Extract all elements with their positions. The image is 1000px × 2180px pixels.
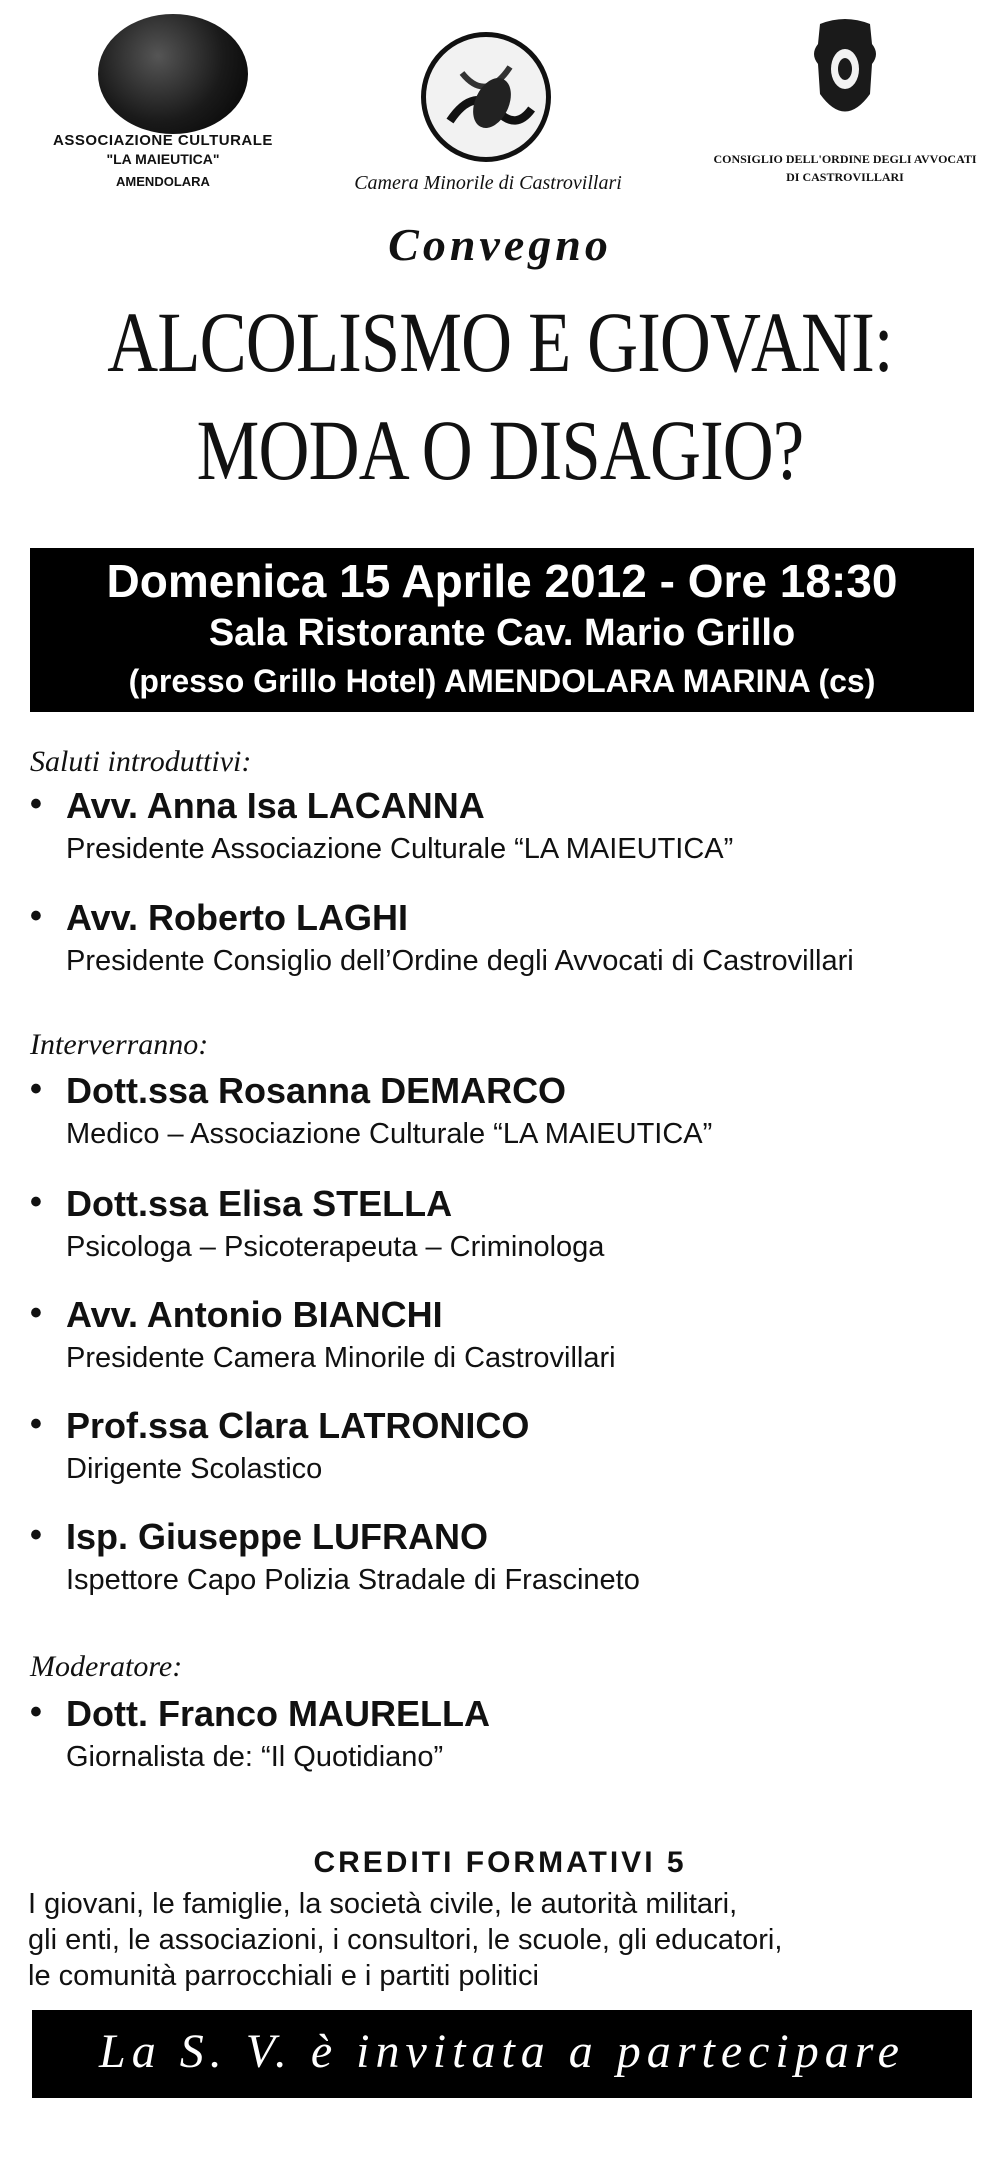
audience-line2: gli enti, le associazioni, i consultori, le scuole, gli educatori,	[28, 1924, 783, 1956]
circular-emblem-icon	[421, 32, 551, 162]
bullet-icon: •	[30, 1693, 42, 1731]
invite-text: La S. V. è invitata a partecipare	[99, 2025, 905, 2078]
audience-line3: le comunità parrocchiali e i partiti politici	[28, 1960, 539, 1992]
moderatore-heading: Moderatore:	[30, 1650, 183, 1683]
speaker-role: Presidente Associazione Culturale “LA MAIEUTICA”	[66, 833, 734, 865]
speaker-role: Ispettore Capo Polizia Stradale di Frascineto	[66, 1564, 640, 1596]
speaker-name: Dott. Franco MAURELLA	[66, 1693, 490, 1734]
speaker-role: Giornalista de: “Il Quotidiano”	[66, 1741, 444, 1773]
bullet-icon: •	[30, 1294, 42, 1332]
speaker-name: Prof.ssa Clara LATRONICO	[66, 1405, 530, 1446]
bullet-icon: •	[30, 1183, 42, 1221]
logo-maieutica-line2: "LA MAIEUTICA"	[106, 151, 220, 167]
invite-banner	[32, 2010, 972, 2098]
event-date-time: Domenica 15 Aprile 2012 - Ore 18:30	[106, 555, 898, 607]
heraldic-crest-icon	[800, 14, 890, 134]
crediti-formativi: CREDITI FORMATIVI 5	[313, 1846, 687, 1879]
speaker-name: Avv. Antonio BIANCHI	[66, 1294, 443, 1335]
speaker-name: Avv. Anna Isa LACANNA	[66, 785, 485, 826]
logo-consiglio-ordine	[700, 14, 990, 194]
logo-camera-label: Camera Minorile di Castrovillari	[354, 172, 622, 194]
logo-consiglio-line1: CONSIGLIO DELL'ORDINE DEGLI AVVOCATI	[713, 152, 977, 166]
event-banner	[30, 548, 974, 712]
page-title-line1: ALCOLISMO E GIOVANI:	[107, 294, 893, 390]
event-venue: Sala Ristorante Cav. Mario Grillo	[208, 612, 796, 654]
globe-emblem-icon	[98, 14, 248, 134]
logo-camera-minorile	[318, 22, 658, 192]
logo-maieutica-line1: ASSOCIAZIONE CULTURALE	[53, 132, 273, 149]
speaker-name: Dott.ssa Rosanna DEMARCO	[66, 1070, 567, 1111]
speaker-role: Psicologa – Psicoterapeuta – Criminologa	[66, 1231, 605, 1263]
audience-line1: I giovani, le famiglie, la società civile, le autorità militari,	[28, 1888, 738, 1920]
speaker-role: Presidente Camera Minorile di Castrovillari	[66, 1342, 616, 1374]
page-title-line2: MODA O DISAGIO?	[196, 402, 804, 498]
saluti-heading: Saluti introduttivi:	[30, 745, 252, 778]
bullet-icon: •	[30, 1516, 42, 1554]
logo-maieutica-line3: AMENDOLARA	[116, 174, 210, 189]
logo-maieutica	[28, 14, 298, 194]
logo-consiglio-line2: DI CASTROVILLARI	[786, 170, 904, 184]
speaker-name: Avv. Roberto LAGHI	[66, 897, 409, 938]
bullet-icon: •	[30, 897, 42, 935]
bullet-icon: •	[30, 1070, 42, 1108]
speaker-role: Dirigente Scolastico	[66, 1453, 323, 1485]
kicker: Convegno	[388, 219, 612, 270]
bullet-icon: •	[30, 1405, 42, 1443]
speaker-name: Isp. Giuseppe LUFRANO	[66, 1516, 489, 1557]
speaker-name: Dott.ssa Elisa STELLA	[66, 1183, 453, 1224]
bullet-icon: •	[30, 785, 42, 823]
speaker-role: Presidente Consiglio dell’Ordine degli Avvocati di Castrovillari	[66, 945, 854, 977]
interventi-heading: Interverranno:	[30, 1028, 209, 1061]
event-location: (presso Grillo Hotel) AMENDOLARA MARINA (cs)	[128, 663, 876, 699]
speaker-role: Medico – Associazione Culturale “LA MAIEUTICA”	[66, 1118, 713, 1150]
